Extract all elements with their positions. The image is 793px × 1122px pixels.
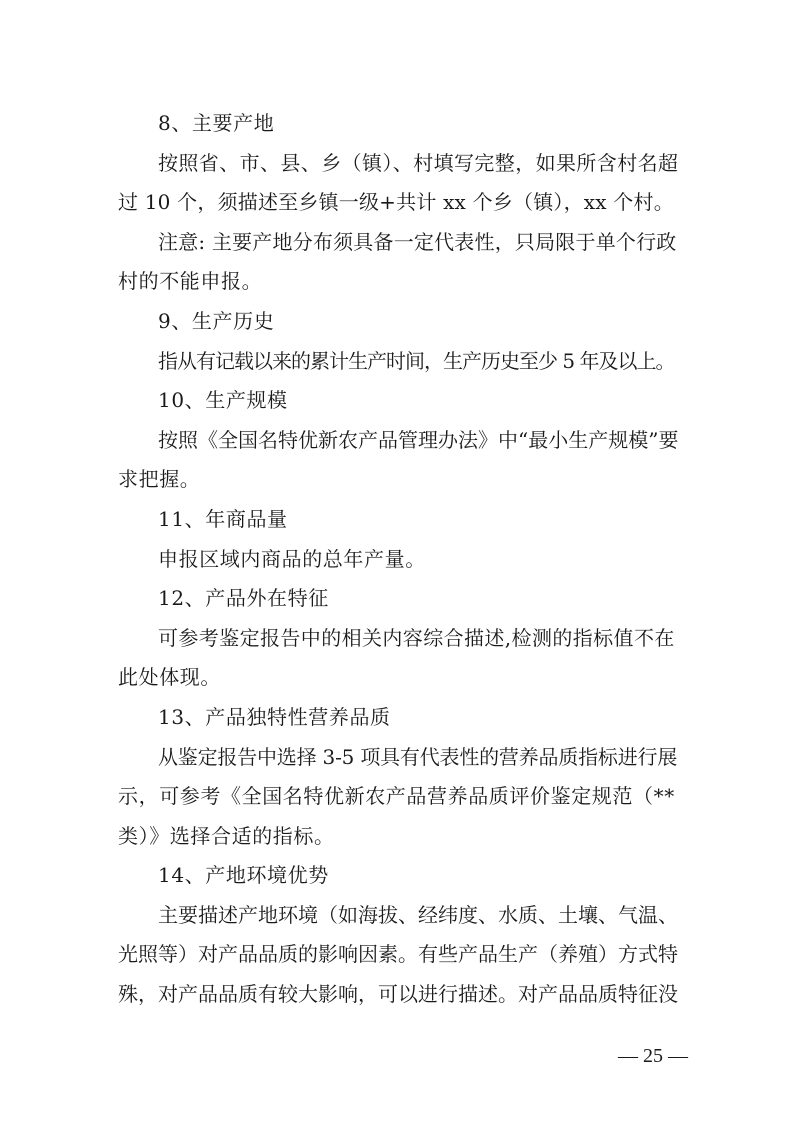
section-heading-8: 8、主要产地 — [158, 111, 275, 135]
paragraph-line: 主要描述产地环境（如海拔、经纬度、水质、土壤、气温、 — [158, 902, 678, 927]
paragraph-line: 从鉴定报告中选择 3-5 项具有代表性的营养品质指标进行展 — [158, 744, 678, 769]
section-heading-13: 13、产品独特性营养品质 — [158, 704, 391, 729]
section-heading-10: 10、生产规模 — [158, 388, 288, 413]
paragraph-line: 过 10 个，须描述至乡镇一级+共计 xx 个乡（镇），xx 个村。 — [118, 190, 674, 215]
page-number: — 25 — — [618, 1045, 688, 1067]
document-body — [118, 104, 678, 1015]
paragraph-line: 此处体现。 — [118, 665, 221, 690]
paragraph-line: 按照《全国名特优新农产品管理办法》中“最小生产规模”要 — [158, 427, 679, 452]
paragraph-line: 光照等）对产品品质的影响因素。有些产品生产（养殖）方式特 — [118, 942, 678, 967]
section-heading-14: 14、产地环境优势 — [158, 863, 329, 888]
paragraph-line: 求把握。 — [118, 467, 201, 492]
section-heading-12: 12、产品外在特征 — [158, 586, 329, 611]
paragraph-line: 注意: 主要产地分布须具备一定代表性，只局限于单个行政 — [158, 229, 677, 254]
paragraph-line: 申报区域内商品的总年产量。 — [158, 546, 426, 571]
paragraph-line: 殊，对产品品质有较大影响，可以进行描述。对产品品质特征没 — [118, 982, 678, 1007]
paragraph-line: 指从有记载以来的累计生产时间，生产历史至少 5 年及以上。 — [158, 348, 675, 373]
paragraph-line: 类）》选择合适的指标。 — [118, 823, 335, 848]
paragraph-line: 按照省、市、县、乡（镇）、村填写完整，如果所含村名超 — [158, 150, 679, 175]
paragraph-line: 示，可参考《全国名特优新农产品营养品质评价鉴定规范（** — [118, 784, 675, 809]
section-heading-11: 11、年商品量 — [158, 506, 288, 531]
paragraph-line: 村的不能申报。 — [118, 269, 263, 294]
section-heading-9: 9、生产历史 — [158, 308, 275, 333]
paragraph-line: 可参考鉴定报告中的相关内容综合描述,检测的指标值不在 — [158, 625, 675, 650]
